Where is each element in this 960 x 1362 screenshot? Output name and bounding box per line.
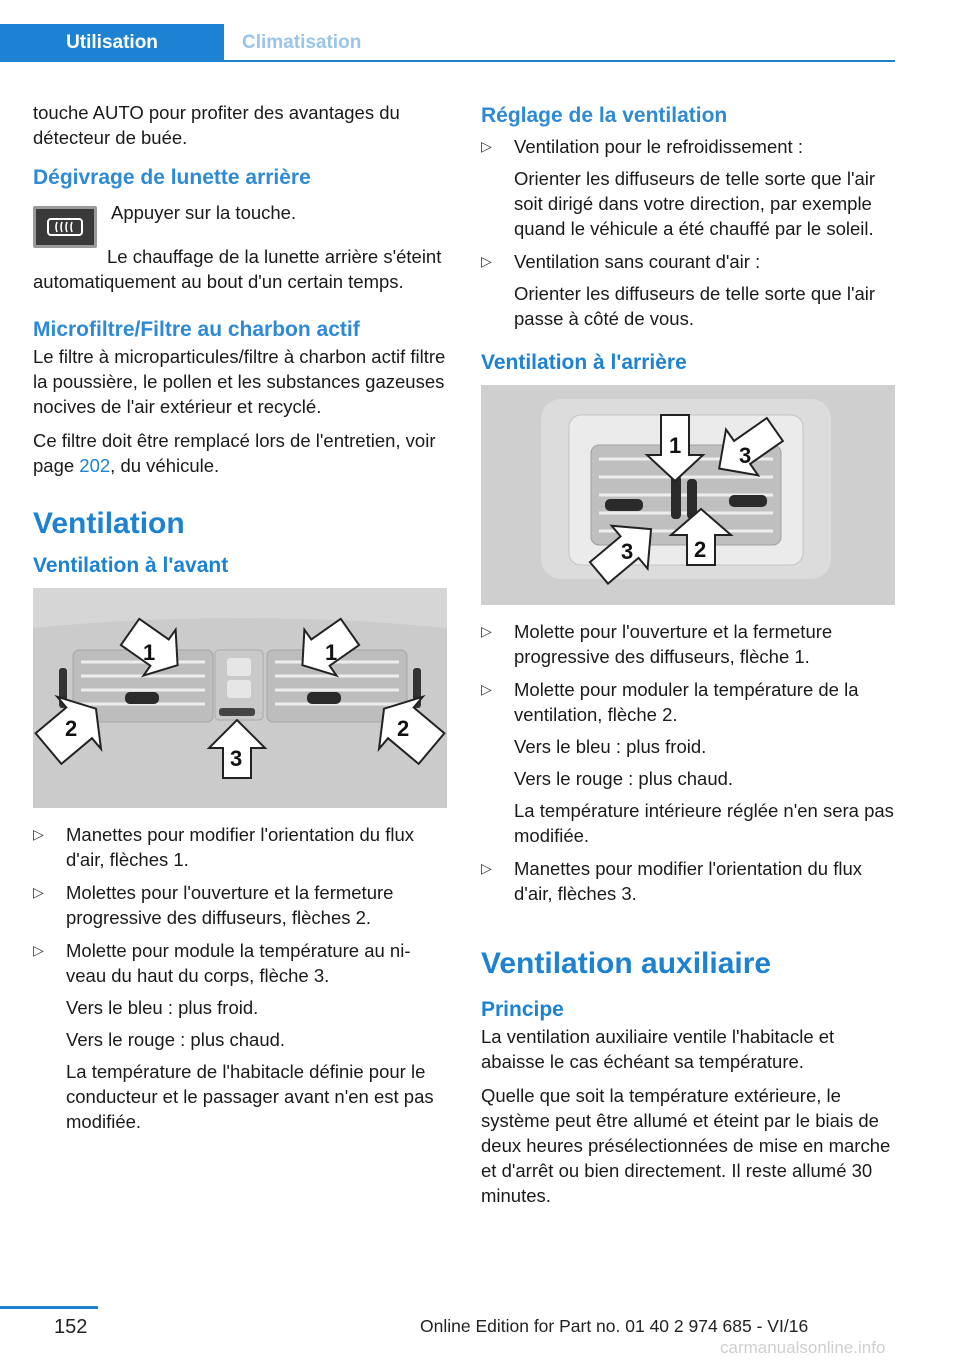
list-item bbox=[481, 249, 895, 331]
list-item bbox=[481, 619, 895, 669]
list-item-text: ▷ Ventilation pour le refroidissement : bbox=[514, 136, 803, 157]
front-arrow-label: 2 bbox=[397, 716, 410, 741]
list-item-subtext: Orienter les diffuseurs de telle sorte que l'air passe à côté de vous. bbox=[514, 283, 876, 329]
adjust-list bbox=[481, 134, 895, 331]
rear-arrow-label: 3 bbox=[621, 539, 634, 564]
list-item-text: ▷ Manettes pour modifier l'orientation du flux d'air, flèches 3. bbox=[514, 858, 863, 904]
rear-arrow-label: 3 bbox=[739, 443, 752, 468]
defrost-row bbox=[33, 200, 447, 248]
tab-climatisation[interactable]: Climatisation bbox=[242, 32, 362, 53]
list-item-subtext: Vers le bleu : plus froid. bbox=[66, 997, 259, 1018]
front-vents-figure bbox=[33, 588, 447, 808]
rear-defrost-icon bbox=[33, 206, 97, 248]
front-arrow-label: 2 bbox=[65, 716, 78, 741]
list-item bbox=[481, 677, 895, 848]
aux-ventilation-heading: Ventilation auxiliaire bbox=[481, 947, 772, 980]
defrost-description: Le chauffage de la lunette arrière s'éteint automatiquement au bout d'un certain temps. bbox=[33, 246, 442, 292]
front-ventilation-list bbox=[33, 822, 447, 1134]
list-item-subtext: La température de l'habitacle définie pour le conducteur et le passager avant n'en est pas modifiée. bbox=[66, 1061, 434, 1132]
defrost-instruction: Appuyer sur la touche. bbox=[111, 202, 297, 223]
list-item-text: ▷ Manettes pour modifier l'orientation du flux d'air, flèches 1. bbox=[66, 824, 415, 870]
adjust-heading: Réglage de la ventilation bbox=[481, 104, 728, 127]
list-item-subtext: Vers le rouge : plus chaud. bbox=[66, 1029, 286, 1050]
page-number: 152 bbox=[54, 1316, 88, 1338]
list-item-text: ▷ Molette pour moduler la température de la ventilation, flèche 2. bbox=[514, 679, 859, 725]
front-arrow-label: 3 bbox=[230, 746, 243, 771]
list-item-subtext: Vers le rouge : plus chaud. bbox=[514, 768, 734, 789]
list-item-text: ▷ Molette pour module la température au ni‐veau du haut du corps, flèche 3. bbox=[66, 940, 411, 986]
right-column bbox=[481, 100, 895, 1217]
filter-paragraph-1: Le filtre à microparticules/filtre à charbon actif filtre la poussière, le pollen et les substances gazeuses nocives de l'air extérieur et recyclé. bbox=[33, 346, 446, 417]
aux-paragraph-1: La ventilation auxiliaire ventile l'habitacle et abaisse le cas échéant sa température. bbox=[481, 1026, 835, 1072]
ventilation-heading: Ventilation bbox=[33, 507, 185, 540]
page-link[interactable]: 202 bbox=[79, 455, 111, 476]
list-item-subtext: Orienter les diffuseurs de telle sorte que l'air soit dirigé dans votre direction, par exemple quand le véhicule a été chauffé par le soleil. bbox=[514, 168, 876, 239]
aux-paragraph-2: Quelle que soit la température extérieure, le système peut être allumé et éteint par le biais de deux heures présélectionnées de mise en marche et d'arrêt ou bien directement. Il reste allumé 30 minutes. bbox=[481, 1085, 891, 1206]
rear-arrow-label: 2 bbox=[694, 537, 707, 562]
intro-text: touche AUTO pour profiter des avantages du détecteur de buée. bbox=[33, 102, 400, 148]
filter-heading: Microfiltre/Filtre au charbon actif bbox=[33, 318, 360, 341]
edition-text: Online Edition for Part no. 01 40 2 974 685 - VI/16 bbox=[420, 1316, 809, 1336]
front-arrow-label: 1 bbox=[325, 640, 338, 665]
left-column bbox=[33, 100, 447, 1142]
header-divider bbox=[224, 60, 895, 62]
tab-utilisation[interactable]: Utilisation bbox=[0, 24, 224, 62]
front-arrow-label: 1 bbox=[143, 640, 156, 665]
list-item-subtext: La température intérieure réglée n'en sera pas modifiée. bbox=[514, 800, 894, 846]
principle-heading: Principe bbox=[481, 998, 564, 1021]
list-item-subtext: Vers le bleu : plus froid. bbox=[514, 736, 707, 757]
watermark: carmanualsonline.info bbox=[720, 1338, 886, 1357]
list-item bbox=[481, 134, 895, 241]
defrost-heading: Dégivrage de lunette arrière bbox=[33, 166, 311, 189]
list-item bbox=[33, 880, 447, 930]
filter-paragraph-2 bbox=[33, 428, 447, 478]
front-ventilation-heading: Ventilation à l'avant bbox=[33, 554, 229, 577]
filter-text: Ce filtre doit être remplacé lors de l'entretien, voir page bbox=[33, 430, 436, 476]
page-header bbox=[0, 24, 895, 62]
list-item bbox=[33, 938, 447, 1134]
rear-ventilation-list bbox=[481, 619, 895, 906]
list-item-text: ▷ Ventilation sans courant d'air : bbox=[514, 251, 761, 272]
footer-accent-bar bbox=[0, 1306, 98, 1309]
rear-ventilation-heading: Ventilation à l'arrière bbox=[481, 351, 687, 374]
list-item bbox=[481, 856, 895, 906]
list-item-text: ▷ Molette pour l'ouverture et la fermeture progressive des diffuseurs, flèche 1. bbox=[514, 621, 833, 667]
rear-arrow-label: 1 bbox=[669, 433, 682, 458]
rear-vents-figure bbox=[481, 385, 895, 605]
filter-text-end: , du véhicule. bbox=[110, 455, 220, 476]
list-item bbox=[33, 822, 447, 872]
list-item-text: ▷ Molettes pour l'ouverture et la fermeture progressive des diffuseurs, flèches 2. bbox=[66, 882, 394, 928]
